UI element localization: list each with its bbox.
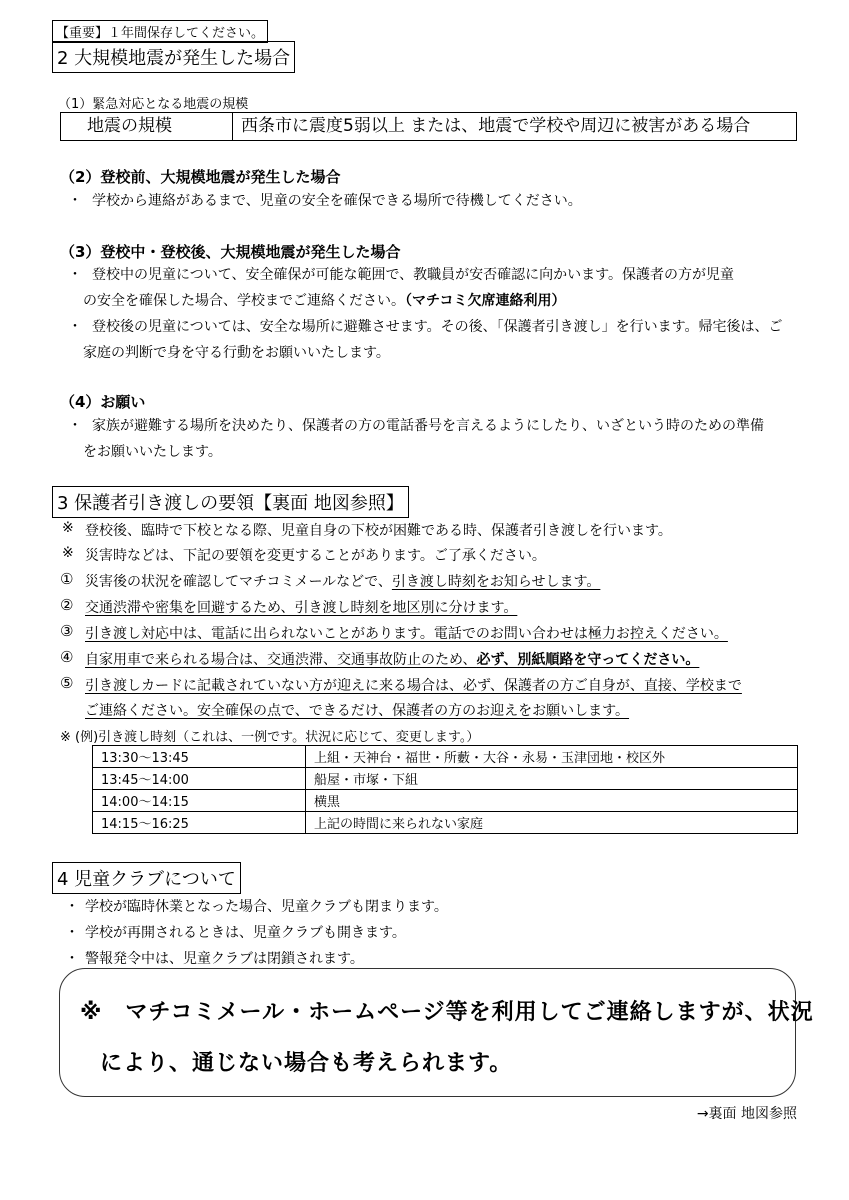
callout-box (59, 968, 796, 1097)
schedule-time: 13:30～13:45 (93, 746, 306, 768)
sub3-title: （3）登校中・登校後、大規模地震が発生した場合 (60, 243, 401, 261)
step-number: ① (60, 570, 74, 588)
sub4-title: （4）お願い (60, 393, 146, 411)
sub2-item: 学校から連絡があるまで、児童の安全を確保できる場所で待機してください。 (92, 193, 582, 209)
back-page-ref: →裏面 地図参照 (696, 1106, 797, 1122)
sub3-item2-line2: 家庭の判断で身を守る行動をお願いいたします。 (83, 345, 390, 361)
sub1-title: （1）緊急対応となる地震の規模 (58, 97, 249, 112)
table-row (93, 768, 798, 790)
bullet: ・ (65, 925, 79, 941)
note-text: 登校後、臨時で下校となる際、児童自身の下校が困難である時、保護者引き渡しを行います。 (85, 523, 672, 539)
section4-heading: 4 児童クラブについて (52, 862, 241, 894)
sub3-item1-text: の安全を確保した場合、学校までご連絡ください。 (83, 293, 405, 309)
example-note: ※ (例)引き渡し時刻（これは、一例です。状況に応じて、変更します。） (60, 730, 480, 745)
note-text: 災害時などは、下記の要領を変更することがあります。ご了承ください。 (85, 548, 546, 564)
schedule-area: 横黒 (306, 790, 798, 812)
note-mark: ※ (62, 545, 74, 561)
callout-line2: により、通じない場合も考えられます。 (100, 1051, 513, 1076)
sub4-item-line1: 家族が避難する場所を決めたり、保護者の方の電話番号を言えるようにしたり、いざという時のための準備 (92, 418, 764, 434)
bullet: ・ (68, 418, 82, 434)
important-notice: 【重要】１年間保存してください。 (52, 20, 268, 43)
schedule-table (92, 745, 798, 834)
schedule-area: 船屋・市塚・下組 (306, 768, 798, 790)
club-item: 学校が臨時休業となった場合、児童クラブも閉まります。 (85, 899, 448, 915)
scale-label: 地震の規模 (61, 113, 233, 140)
schedule-time: 14:00～14:15 (93, 790, 306, 812)
step1-text-b: 引き渡し時刻をお知らせします。 (391, 574, 601, 590)
step-number: ⑤ (60, 674, 74, 692)
step2-text: 交通渋滞や密集を回避するため、引き渡し時刻を地区別に分けます。 (85, 600, 518, 616)
schedule-time: 13:45～14:00 (93, 768, 306, 790)
bullet: ・ (65, 951, 79, 967)
table-row (93, 812, 798, 834)
schedule-time: 14:15～16:25 (93, 812, 306, 834)
schedule-area: 上組・天神台・福世・所藪・大谷・永易・玉津団地・校区外 (306, 746, 798, 768)
sub4-item-line2: をお願いいたします。 (83, 444, 222, 460)
schedule-area: 上記の時間に来られない家庭 (306, 812, 798, 834)
section3-heading: 3 保護者引き渡しの要領【裏面 地図参照】 (52, 486, 409, 518)
section2-heading: 2 大規模地震が発生した場合 (52, 41, 295, 73)
bullet: ・ (65, 899, 79, 915)
step4-text (85, 649, 699, 669)
sub3-item1-line1: 登校中の児童について、安全確保が可能な範囲で、教職員が安否確認に向かいます。保護者の方が児童 (92, 267, 735, 283)
step-number: ④ (60, 648, 74, 666)
table-row (93, 746, 798, 768)
step5-line1: 引き渡しカードに記載されていない方が迎えに来る場合は、必ず、保護者の方ご自身が、直接、学校まで (85, 678, 742, 694)
sub3-item2-line1: 登校後の児童については、安全な場所に避難させます。その後、「保護者引き渡し」を行います。帰宅後は、ご (92, 319, 783, 335)
step-number: ③ (60, 622, 74, 640)
step5-line2: ご連絡ください。安全確保の点で、できるだけ、保護者の方のお迎えをお願いします。 (85, 703, 630, 719)
step1-text-a: 災害後の状況を確認してマチコミメールなどで、 (85, 574, 392, 590)
club-item: 学校が再開されるときは、児童クラブも開きます。 (85, 925, 406, 941)
step-number: ② (60, 596, 74, 614)
bullet: ・ (68, 319, 82, 335)
scale-value: 西条市に震度5弱以上 または、地震で学校や周辺に被害がある場合 (241, 116, 751, 136)
note-mark: ※ (62, 520, 74, 536)
step4-text-b: 必ず、別紙順路を守ってください。 (476, 652, 700, 668)
step1-text (85, 571, 600, 591)
step3-text: 引き渡し対応中は、電話に出られないことがあります。電話でのお問い合わせは極力お控えください。 (85, 626, 728, 642)
bullet: ・ (68, 193, 82, 209)
sub3-item1-line2 (83, 290, 565, 310)
table-row (93, 790, 798, 812)
sub3-item1-bold: （マチコミ欠席連絡利用） (405, 293, 566, 309)
callout-line1: ※ マチコミメール・ホームページ等を利用してご連絡しますが、状況 (80, 1000, 814, 1025)
sub2-title: （2）登校前、大規模地震が発生した場合 (60, 168, 341, 186)
bullet: ・ (68, 267, 82, 283)
quake-scale-table (60, 112, 797, 141)
step4-text-a: 自家用車で来られる場合は、交通渋滞、交通事故防止のため、 (85, 652, 477, 668)
club-item: 警報発令中は、児童クラブは閉鎖されます。 (85, 951, 364, 967)
